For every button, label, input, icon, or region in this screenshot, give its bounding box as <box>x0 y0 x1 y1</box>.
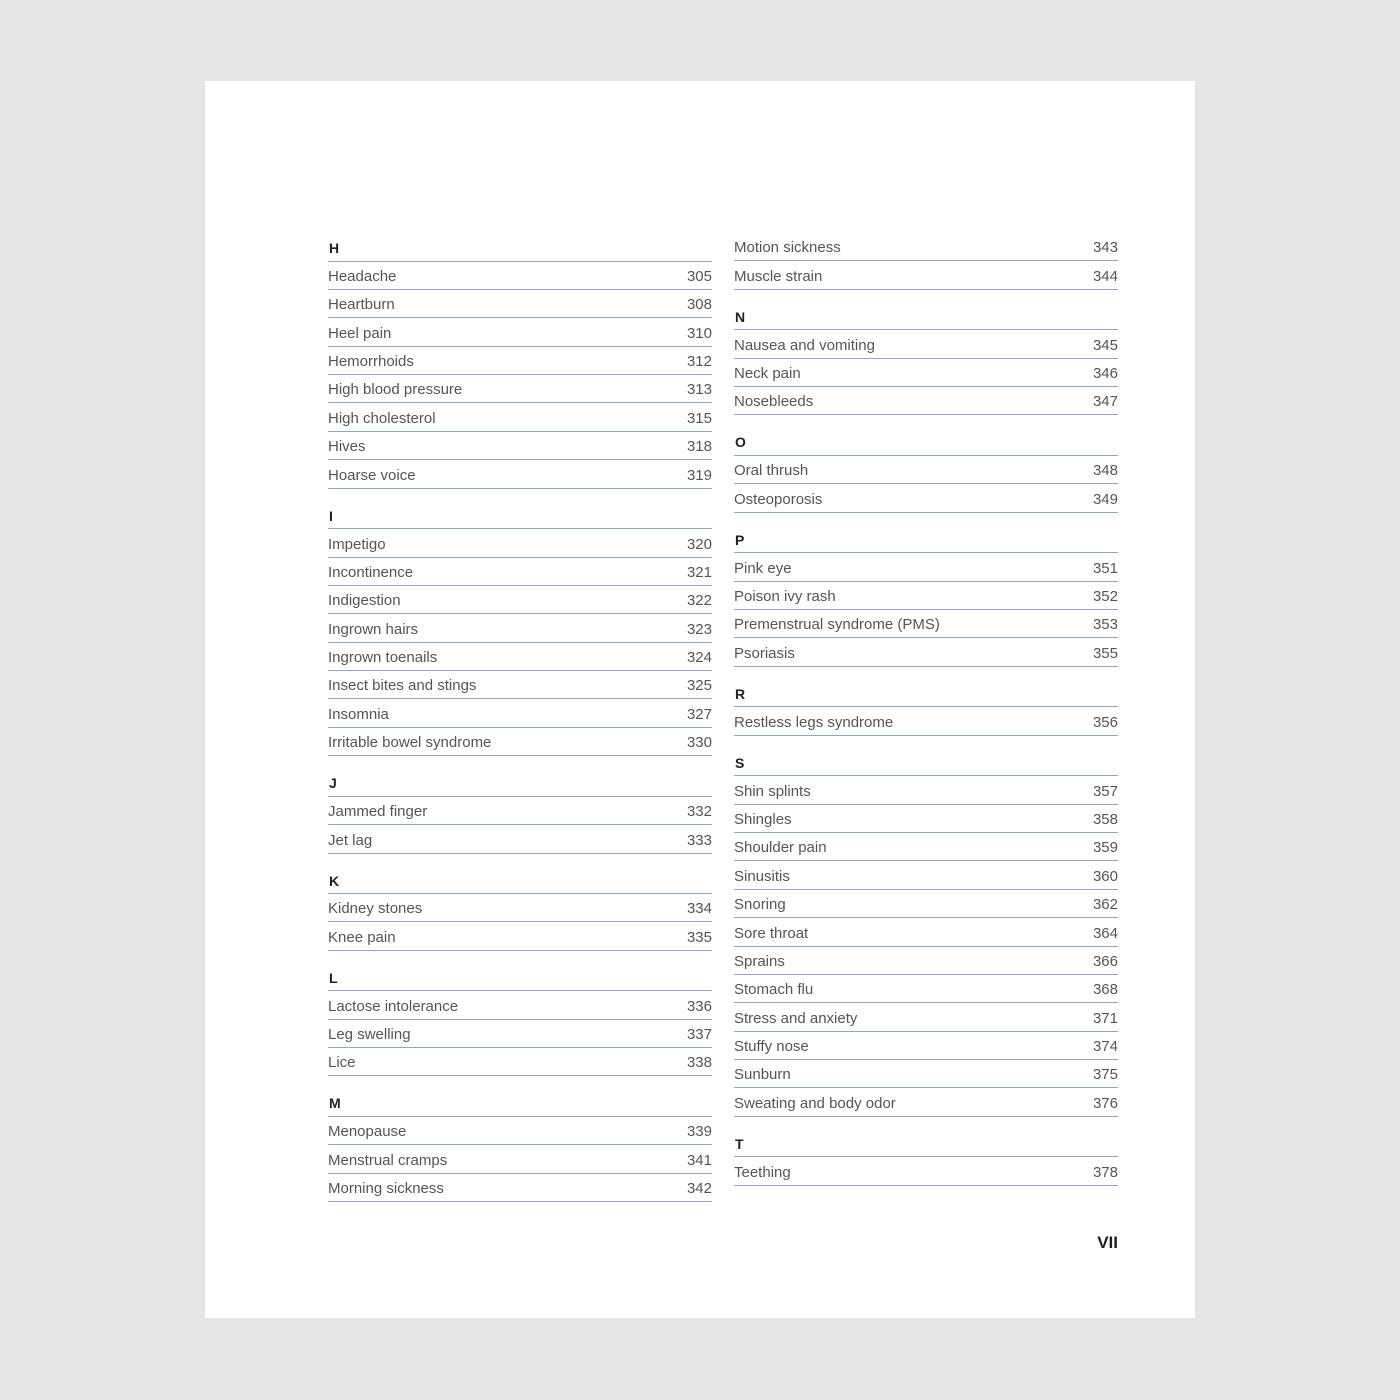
section-gap <box>328 756 712 768</box>
section-gap <box>328 489 712 501</box>
entry-name: Nausea and vomiting <box>734 336 875 354</box>
entry-name: Insect bites and stings <box>328 677 477 695</box>
section-letter: M <box>328 1088 712 1117</box>
entry-name: Jammed finger <box>328 803 428 821</box>
entry-name: Leg swelling <box>328 1026 411 1044</box>
index-entry <box>328 825 712 853</box>
index-entry <box>734 776 1118 804</box>
entry-page-number: 352 <box>1092 588 1118 606</box>
index-entry <box>328 558 712 586</box>
entry-name: Sweating and body odor <box>734 1094 896 1112</box>
index-entry <box>734 947 1118 975</box>
entry-name: Menstrual cramps <box>328 1151 448 1169</box>
entry-name: Incontinence <box>328 563 414 581</box>
entry-page-number: 312 <box>686 353 712 371</box>
entry-page-number: 321 <box>686 563 712 581</box>
entry-page-number: 364 <box>1092 924 1118 942</box>
entry-name: Heel pain <box>328 324 392 342</box>
entry-name: Heartburn <box>328 296 395 314</box>
index-entry <box>328 922 712 950</box>
entry-page-number: 322 <box>686 592 712 610</box>
entry-name: Ingrown hairs <box>328 620 419 638</box>
entry-page-number: 323 <box>686 620 712 638</box>
entry-name: Psoriasis <box>734 644 795 662</box>
entry-page-number: 358 <box>1092 810 1118 828</box>
entry-name: Neck pain <box>734 365 801 383</box>
entry-page-number: 376 <box>1092 1094 1118 1112</box>
entry-page-number: 320 <box>686 535 712 553</box>
entry-page-number: 325 <box>686 677 712 695</box>
entry-page-number: 318 <box>686 438 712 456</box>
index-entry <box>734 582 1118 610</box>
entry-name: Nosebleeds <box>734 393 814 411</box>
section-gap <box>734 667 1118 679</box>
entry-name: Muscle strain <box>734 267 823 285</box>
section-gap <box>734 415 1118 427</box>
entry-name: Irritable bowel syndrome <box>328 734 492 752</box>
entry-page-number: 332 <box>686 803 712 821</box>
index-entry <box>734 975 1118 1003</box>
index-entry <box>734 1003 1118 1031</box>
entry-page-number: 351 <box>1092 559 1118 577</box>
section-gap <box>734 1117 1118 1129</box>
entry-name: Stuffy nose <box>734 1038 809 1056</box>
index-entry <box>328 375 712 403</box>
index-entry <box>328 432 712 460</box>
index-entry <box>734 1088 1118 1116</box>
entry-page-number: 305 <box>686 267 712 285</box>
index-entry <box>328 1020 712 1048</box>
entry-page-number: 348 <box>1092 462 1118 480</box>
entry-page-number: 337 <box>686 1026 712 1044</box>
section-letter: K <box>328 866 712 895</box>
index-entry <box>328 586 712 614</box>
entry-name: Impetigo <box>328 535 386 553</box>
index-entry <box>734 1157 1118 1185</box>
index-entry <box>734 918 1118 946</box>
index-entry <box>734 456 1118 484</box>
section-letter: T <box>734 1129 1118 1158</box>
section-gap <box>328 1076 712 1088</box>
entry-page-number: 355 <box>1092 644 1118 662</box>
entry-name: Stress and anxiety <box>734 1009 858 1027</box>
entry-page-number: 356 <box>1092 713 1118 731</box>
entry-name: Stomach flu <box>734 981 814 999</box>
entry-name: Poison ivy rash <box>734 588 836 606</box>
index-entry <box>328 643 712 671</box>
index-entry <box>734 707 1118 735</box>
index-column-right <box>734 233 1118 1186</box>
section-gap <box>328 854 712 866</box>
entry-name: Menopause <box>328 1123 407 1141</box>
entry-page-number: 310 <box>686 324 712 342</box>
index-entry <box>734 805 1118 833</box>
entry-name: High blood pressure <box>328 381 463 399</box>
entry-name: Sunburn <box>734 1066 791 1084</box>
entry-name: Shingles <box>734 810 792 828</box>
entry-name: Insomnia <box>328 705 389 723</box>
section-letter: L <box>328 963 712 992</box>
index-entry <box>734 553 1118 581</box>
entry-page-number: 360 <box>1092 867 1118 885</box>
index-entry <box>734 484 1118 512</box>
index-entry <box>328 529 712 557</box>
entry-name: Osteoporosis <box>734 490 823 508</box>
entry-page-number: 366 <box>1092 952 1118 970</box>
entry-name: Restless legs syndrome <box>734 713 894 731</box>
entry-name: Lactose intolerance <box>328 997 459 1015</box>
index-entry <box>328 290 712 318</box>
page-number: VII <box>1097 1233 1118 1252</box>
index-entry <box>328 1174 712 1202</box>
entry-name: High cholesterol <box>328 409 436 427</box>
index-entry <box>328 1048 712 1076</box>
index-entry <box>734 610 1118 638</box>
entry-page-number: 359 <box>1092 839 1118 857</box>
entry-page-number: 334 <box>686 900 712 918</box>
index-entry <box>734 638 1118 666</box>
entry-page-number: 374 <box>1092 1038 1118 1056</box>
entry-name: Pink eye <box>734 559 792 577</box>
index-page <box>205 81 1195 1318</box>
index-entry <box>734 359 1118 387</box>
entry-page-number: 338 <box>686 1054 712 1072</box>
entry-page-number: 324 <box>686 649 712 667</box>
section-letter: S <box>734 748 1118 777</box>
section-letter: N <box>734 302 1118 331</box>
entry-page-number: 344 <box>1092 267 1118 285</box>
index-entry <box>734 1060 1118 1088</box>
index-entry <box>734 387 1118 415</box>
entry-page-number: 368 <box>1092 981 1118 999</box>
index-entry <box>734 861 1118 889</box>
index-entry <box>328 403 712 431</box>
entry-name: Teething <box>734 1163 791 1181</box>
entry-name: Sinusitis <box>734 867 790 885</box>
index-entry <box>734 890 1118 918</box>
entry-name: Hives <box>328 438 366 456</box>
index-entry <box>328 347 712 375</box>
entry-page-number: 330 <box>686 734 712 752</box>
entry-name: Sore throat <box>734 924 809 942</box>
entry-name: Ingrown toenails <box>328 649 438 667</box>
index-entry <box>328 699 712 727</box>
index-column-left <box>328 233 712 1202</box>
entry-page-number: 336 <box>686 997 712 1015</box>
entry-name: Sprains <box>734 952 785 970</box>
section-gap <box>734 290 1118 302</box>
section-letter: O <box>734 427 1118 456</box>
entry-name: Knee pain <box>328 928 396 946</box>
entry-page-number: 327 <box>686 705 712 723</box>
entry-page-number: 371 <box>1092 1009 1118 1027</box>
index-entry <box>734 233 1118 261</box>
entry-name: Jet lag <box>328 831 373 849</box>
index-entry <box>734 261 1118 289</box>
index-entry <box>328 460 712 488</box>
section-letter: J <box>328 768 712 797</box>
entry-name: Kidney stones <box>328 900 423 918</box>
index-entry <box>328 728 712 756</box>
index-entry <box>328 671 712 699</box>
index-entry <box>328 1145 712 1173</box>
index-entry <box>328 797 712 825</box>
index-entry <box>734 833 1118 861</box>
entry-page-number: 308 <box>686 296 712 314</box>
entry-name: Shin splints <box>734 782 811 800</box>
index-entry <box>328 991 712 1019</box>
section-gap <box>734 736 1118 748</box>
index-entry <box>328 318 712 346</box>
entry-page-number: 313 <box>686 381 712 399</box>
entry-name: Premenstrual syndrome (PMS) <box>734 616 940 634</box>
entry-page-number: 339 <box>686 1123 712 1141</box>
entry-name: Hemorrhoids <box>328 353 414 371</box>
index-entry <box>328 1117 712 1145</box>
entry-page-number: 333 <box>686 831 712 849</box>
section-gap <box>328 951 712 963</box>
index-entry <box>328 262 712 290</box>
section-letter: H <box>328 233 712 262</box>
entry-name: Snoring <box>734 896 786 914</box>
entry-page-number: 341 <box>686 1151 712 1169</box>
index-entry <box>734 330 1118 358</box>
entry-page-number: 349 <box>1092 490 1118 508</box>
entry-name: Lice <box>328 1054 356 1072</box>
entry-page-number: 378 <box>1092 1163 1118 1181</box>
entry-page-number: 346 <box>1092 365 1118 383</box>
entry-page-number: 345 <box>1092 336 1118 354</box>
section-letter: R <box>734 679 1118 708</box>
entry-page-number: 319 <box>686 466 712 484</box>
entry-page-number: 353 <box>1092 616 1118 634</box>
entry-name: Hoarse voice <box>328 466 416 484</box>
index-entry <box>328 614 712 642</box>
section-letter: I <box>328 501 712 530</box>
index-entry <box>328 894 712 922</box>
entry-page-number: 342 <box>686 1180 712 1198</box>
section-gap <box>734 513 1118 525</box>
entry-name: Oral thrush <box>734 462 809 480</box>
index-entry <box>734 1032 1118 1060</box>
entry-page-number: 357 <box>1092 782 1118 800</box>
entry-name: Shoulder pain <box>734 839 827 857</box>
entry-page-number: 362 <box>1092 896 1118 914</box>
entry-name: Indigestion <box>328 592 401 610</box>
entry-page-number: 347 <box>1092 393 1118 411</box>
entry-page-number: 315 <box>686 409 712 427</box>
entry-name: Motion sickness <box>734 239 841 257</box>
entry-name: Headache <box>328 267 397 285</box>
entry-name: Morning sickness <box>328 1180 444 1198</box>
entry-page-number: 335 <box>686 928 712 946</box>
entry-page-number: 343 <box>1092 239 1118 257</box>
section-letter: P <box>734 525 1118 554</box>
entry-page-number: 375 <box>1092 1066 1118 1084</box>
